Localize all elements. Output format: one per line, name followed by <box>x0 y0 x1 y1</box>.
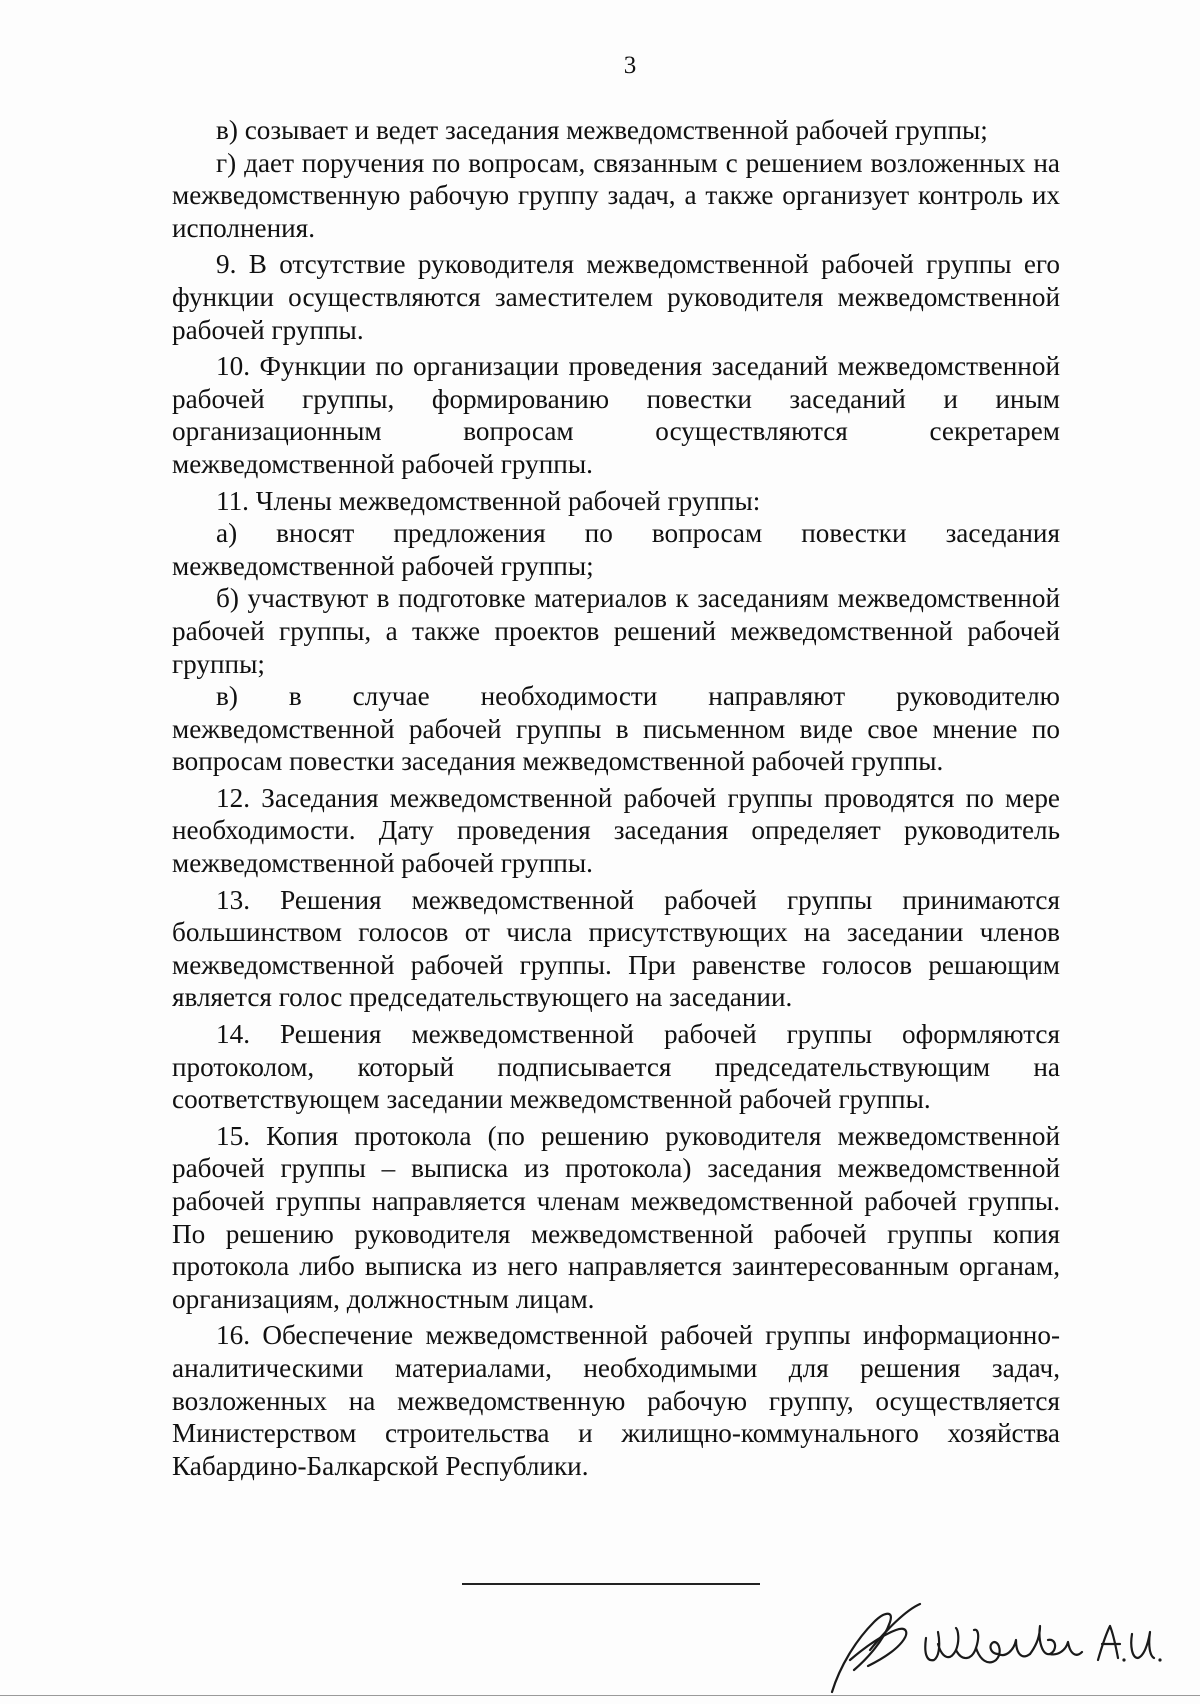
paragraph-10: 10. Функции по организации проведения заседаний межведомственной рабочей группы, формированию повестки заседаний и иным организационным вопросам осуществляются секретарем межведомственной рабочей группы. <box>172 351 1060 479</box>
paragraph-16: 16. Обеспечение межведомственной рабочей группы информационно-аналитическими материалами, необходимыми для решения задач, возложенных на межведомственную рабочую группу, осуществляется Министерством строительства и жилищно-коммунального хозяйства Кабардино-Балкарской Республики. <box>172 1320 1060 1481</box>
page-number: 3 <box>623 52 637 79</box>
paragraph-item-v: в) созывает и ведет заседания межведомственной рабочей группы; <box>216 115 988 145</box>
paragraph-12: 12. Заседания межведомственной рабочей группы проводятся по мере необходимости. Дату проведения заседания определяет руководитель межведомственной рабочей группы. <box>172 782 1060 879</box>
paragraph-11-item-a: а) вносят предложения по вопросам повестки заседания межведомственной рабочей группы; <box>172 518 1060 581</box>
paragraph-11: 11. Члены межведомственной рабочей группы: <box>216 485 761 516</box>
paragraph-15: 15. Копия протокола (по решению руководителя межведомственной рабочей группы – выписка из протокола) заседания межведомственной рабочей группы направляется членам межведомственной рабочей группы. По решению руководителя межведомственной рабочей группы копия протокола либо выписка из него направляется заинтересованным органам, организациям, должностным лицам. <box>172 1120 1060 1314</box>
paragraph-14: 14. Решения межведомственной рабочей группы оформляются протоколом, который подписывается председательствующим на соответствующем заседании межведомственной рабочей группы. <box>172 1019 1060 1115</box>
paragraph-11-item-b: б) участвуют в подготовке материалов к заседаниям межведомственной рабочей группы, а также проектов решений межведомственной рабочей группы; <box>172 583 1060 679</box>
paragraph-13: 13. Решения межведомственной рабочей группы принимаются большинством голосов от числа присутствующих на заседании членов межведомственной рабочей группы. При равенстве голосов решающим является голос председательствующего на заседании. <box>172 884 1060 1013</box>
paragraph-9: 9. В отсутствие руководителя межведомственной рабочей группы его функции осуществляются заместителем руководителя межведомственной рабочей группы. <box>172 249 1060 345</box>
paragraph-11-item-v: в) в случае необходимости направляют руководителю межведомственной рабочей группы в письменном виде свое мнение по вопросам повестки заседания межведомственной рабочей группы. <box>172 681 1060 777</box>
document-body <box>172 114 1060 1482</box>
page-bottom-edge <box>0 1695 1200 1696</box>
handwritten-signature <box>810 1596 1170 1700</box>
end-of-text-rule <box>462 1583 760 1585</box>
paragraph-item-g: г) дает поручения по вопросам, связанным с решением возложенных на межведомственную рабочую группу задач, а также организует контроль их исполнения. <box>172 147 1060 243</box>
